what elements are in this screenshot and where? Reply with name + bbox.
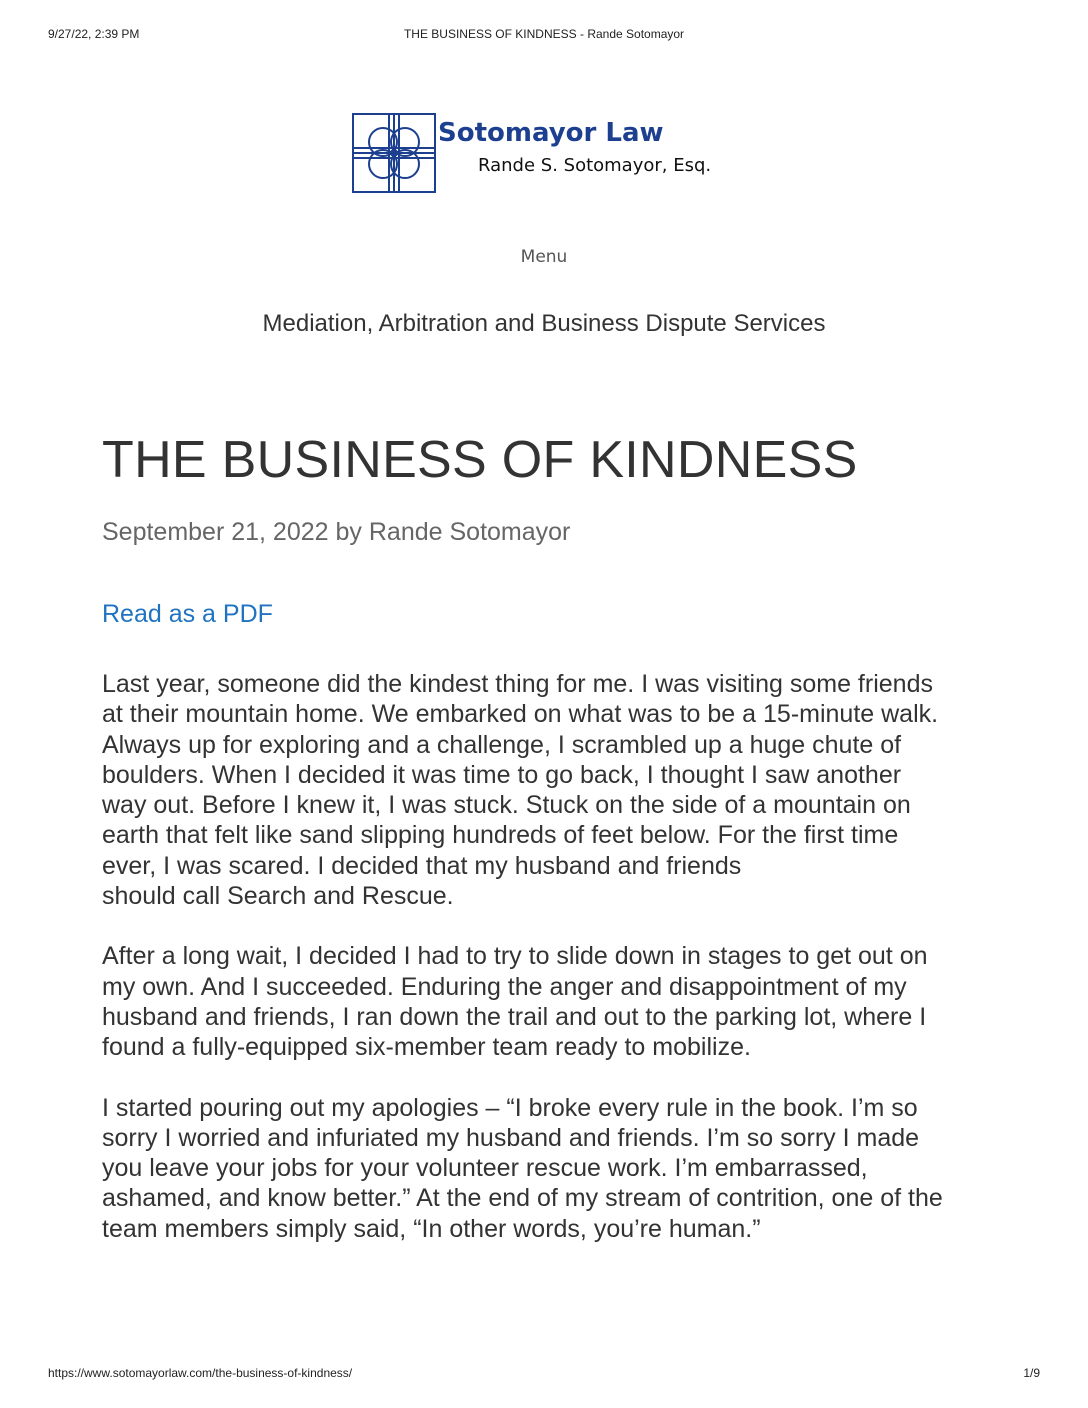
text-line: you leave your jobs for your volunteer rescue work. I’m embarrassed, xyxy=(102,1154,868,1183)
article-paragraph xyxy=(102,1093,1002,1244)
article-paragraph xyxy=(102,669,1002,911)
article-paragraph xyxy=(102,941,1002,1062)
text-line: husband and friends, I ran down the trail and out to the parking lot, where I xyxy=(102,1002,927,1031)
text-line: found a fully-equipped six-member team ready to mobilize. xyxy=(102,1033,751,1062)
text-line: team members simply said, “In other words, you’re human.” xyxy=(102,1214,761,1243)
text-line: sorry I worried and infuriated my husband and friends. I’m so sorry I made xyxy=(102,1123,920,1152)
quatrefoil-cross-icon xyxy=(352,113,436,193)
menu-toggle[interactable]: Menu xyxy=(520,247,568,267)
print-page-title: THE BUSINESS OF KINDNESS - Rande Sotomayor xyxy=(403,27,685,41)
print-header xyxy=(48,27,1040,43)
site-tagline: Mediation, Arbitration and Business Dispute Services xyxy=(262,310,826,337)
text-line: Always up for exploring and a challenge, I scrambled up a huge chute of xyxy=(102,730,902,759)
article-body xyxy=(102,669,1002,1244)
article-meta xyxy=(102,517,1002,547)
read-pdf-link[interactable]: Read as a PDF xyxy=(102,600,273,628)
logo-subtitle: Rande S. Sotomayor, Esq. xyxy=(478,155,712,176)
article-author[interactable]: Rande Sotomayor xyxy=(368,518,571,546)
text-line: at their mountain home. We embarked on what was to be a 15-minute walk. xyxy=(102,700,939,729)
text-line: I started pouring out my apologies – “I broke every rule in the book. I’m so xyxy=(102,1093,918,1122)
text-line: way out. Before I knew it, I was stuck. Stuck on the side of a mountain on xyxy=(102,791,911,820)
article-title: THE BUSINESS OF KINDNESS xyxy=(102,431,858,489)
logo-name: Sotomayor Law xyxy=(438,118,664,148)
print-footer xyxy=(48,1366,1040,1382)
print-page-number: 1/9 xyxy=(1023,1366,1040,1380)
text-line: ever, I was scared. I decided that my husband and friends xyxy=(102,851,742,880)
article xyxy=(102,428,1002,1244)
text-line: my own. And I succeeded. Enduring the anger and disappointment of my xyxy=(102,972,907,1001)
text-line: boulders. When I decided it was time to go back, I thought I saw another xyxy=(102,760,902,789)
text-line: should call Search and Rescue. xyxy=(102,882,454,911)
print-datetime: 9/27/22, 2:39 PM xyxy=(48,27,140,41)
article-by: by xyxy=(335,518,362,546)
text-line: Last year, someone did the kindest thing for me. I was visiting some friends xyxy=(102,670,933,698)
site-logo[interactable] xyxy=(352,113,742,193)
text-line: ashamed, and know better.” At the end of my stream of contrition, one of the xyxy=(102,1184,943,1213)
text-line: After a long wait, I decided I had to try to slide down in stages to get out on xyxy=(102,942,928,971)
article-date[interactable]: September 21, 2022 xyxy=(102,518,329,546)
print-url: https://www.sotomayorlaw.com/the-business-of-kindness/ xyxy=(48,1366,353,1380)
text-line: earth that felt like sand slipping hundreds of feet below. For the first time xyxy=(102,821,899,850)
